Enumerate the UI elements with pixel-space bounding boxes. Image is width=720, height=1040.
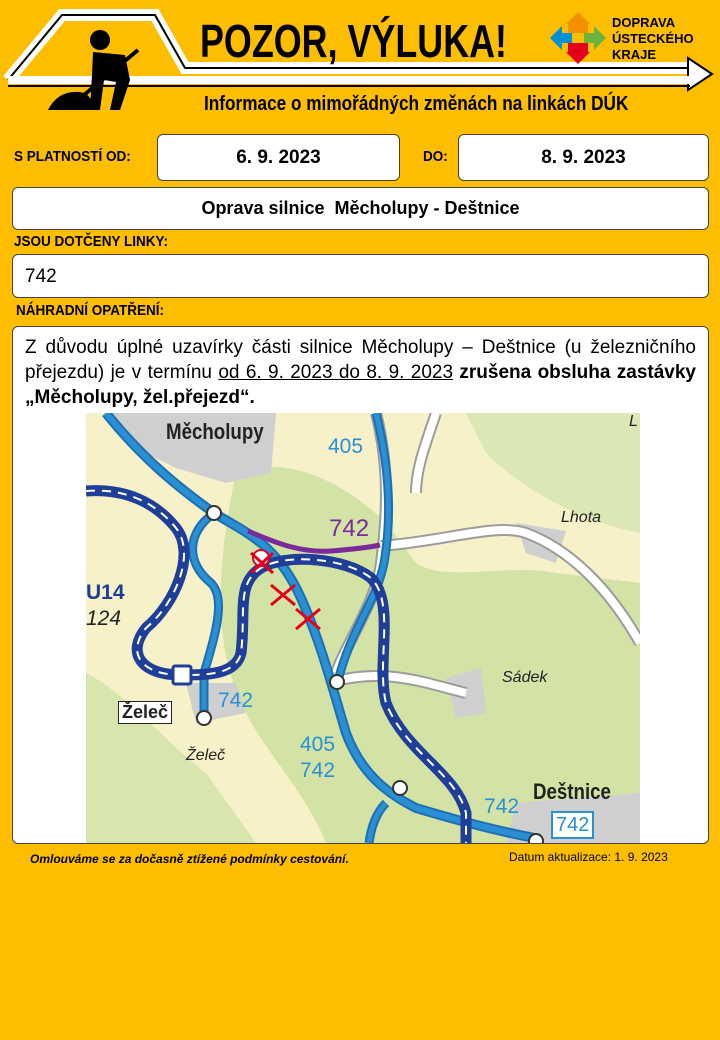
map-line-742-mid: 742 (300, 759, 336, 782)
map-line-405-top: 405 (328, 435, 364, 458)
map-line-742-box: 742 (551, 811, 594, 839)
banner-title: POZOR, VÝLUKA! (200, 15, 507, 67)
valid-to-value: 8. 9. 2023 (458, 134, 709, 181)
map-line-u14: U14 (86, 581, 125, 604)
map-line-742-destnice: 742 (484, 795, 520, 818)
road-worker-icon (48, 30, 138, 110)
stop-destnice-1 (393, 781, 407, 795)
valid-from-label: S PLATNOSTÍ OD: (14, 148, 131, 165)
map-line-405-mid: 405 (300, 733, 336, 756)
affected-lines-label: JSOU DOTČENY LINKY: (14, 233, 169, 250)
measures-text: Z důvodu úplné uzavírky části silnice Měcholupy – Deštnice (u železničního přejezdu) je v termínu (25, 337, 696, 383)
stop-mecholupy (207, 506, 221, 520)
map-label-destnice: Deštnice (533, 779, 611, 804)
stop-destnice-2 (529, 834, 543, 843)
valid-from-value: 6. 9. 2023 (157, 134, 400, 181)
duk-logo-icon (548, 10, 608, 66)
route-map (86, 413, 640, 843)
footer-apology: Omlouváme se za dočasně ztížené podmínky cestování. (30, 852, 349, 866)
map-line-742-purple: 742 (329, 515, 370, 542)
stop-zelec (197, 711, 211, 725)
measures-cancelled-stop: zrušena obsluha zastávky „Měcholupy, žel.přejezd“. (25, 362, 696, 408)
map-label-zelec: Želeč (186, 747, 226, 764)
map-line-742-zelec: 742 (218, 689, 254, 712)
stop-zelec-square (173, 666, 191, 684)
stop-sadek (330, 675, 344, 689)
banner-subtitle: Informace o mimořádných změnách na linkách DÚK (204, 93, 629, 115)
map-label-lhota: Lhota (561, 509, 602, 526)
closure-title: Oprava silnice Měcholupy - Deštnice (12, 187, 709, 230)
map-label-edge: L (629, 413, 638, 430)
map-label-zelec-box: Želeč (118, 701, 172, 724)
map-label-sadek: Sádek (502, 669, 548, 686)
duk-logo-text: DOPRAVA ÚSTECKÉHO KRAJE (612, 15, 694, 62)
measures-dates: od 6. 9. 2023 do 8. 9. 2023 (218, 362, 454, 383)
map-line-124: 124 (86, 607, 122, 630)
measures-label: NÁHRADNÍ OPATŘENÍ: (16, 302, 164, 319)
footer-updated: Datum aktualizace: 1. 9. 2023 (509, 850, 668, 864)
affected-lines-value: 742 (12, 254, 709, 298)
map-label-mecholupy: Měcholupy (166, 419, 264, 444)
valid-to-label: DO: (423, 148, 448, 165)
